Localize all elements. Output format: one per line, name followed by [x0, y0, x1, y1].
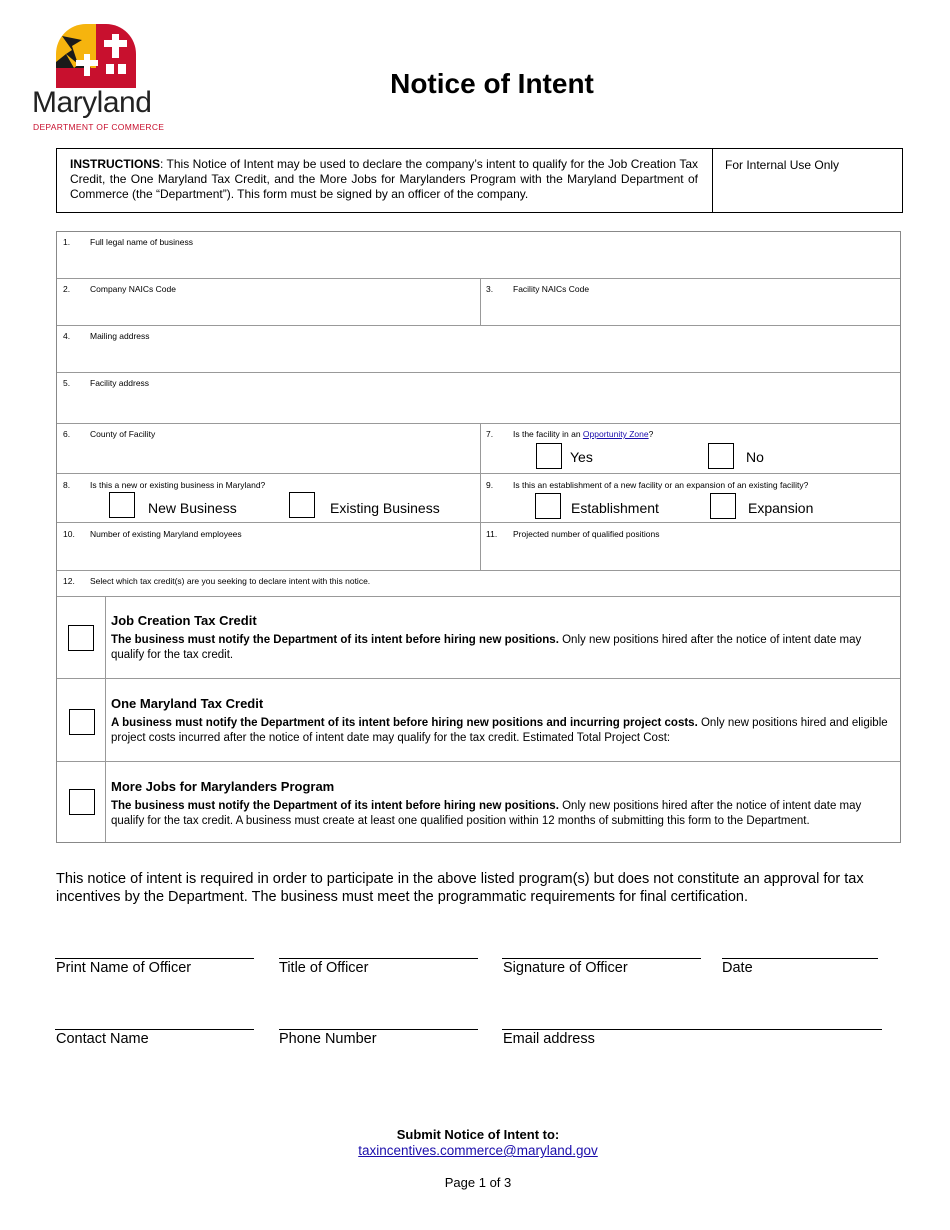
internal-use-label: For Internal Use Only	[725, 158, 840, 172]
mailing-address-field[interactable]	[87, 344, 887, 368]
one-maryland-body: Only new positions hired and eligible project costs incurred after the notice of intent date may qualify for the tax credit. Estimated Total Project Cost:	[111, 717, 888, 744]
instructions-box	[56, 148, 903, 213]
new-business-label: New Business	[148, 500, 237, 516]
instructions-text	[70, 157, 698, 202]
projected-positions-label: Projected number of qualified positions	[513, 529, 660, 539]
disclaimer-note: This notice of intent is required in order to participate in the above listed program(s) but does not constitute an approval for tax incentives by the Department. The business must meet the programmatic requirements for final certification.	[56, 871, 864, 905]
no-checkbox[interactable]	[708, 443, 734, 469]
field-2-number: 2.	[63, 284, 71, 294]
print-name-field[interactable]	[55, 932, 254, 957]
field-11-number: 11.	[486, 529, 498, 539]
new-existing-question: Is this a new or existing business in Maryland?	[90, 480, 266, 490]
job-creation-checkbox[interactable]	[68, 625, 94, 651]
opportunity-zone-label-post: ?	[648, 429, 654, 439]
more-jobs-body: Only new positions hired after the notice of intent date may qualify for the tax credit. A business must create at least one qualified position within 12 months of submitting this form to the Department.	[111, 800, 862, 827]
submit-email-link[interactable]: taxincentives.commerce@maryland.gov	[358, 1143, 598, 1158]
job-creation-title: Job Creation Tax Credit	[111, 613, 257, 628]
field-7-number: 7.	[486, 429, 494, 439]
contact-name-field[interactable]	[55, 1003, 254, 1028]
job-creation-body: Only new positions hired after the notice of intent date may qualify for the tax credit.	[111, 634, 862, 661]
logo-wordmark: Maryland	[32, 86, 152, 119]
field-1-number: 1.	[63, 237, 71, 247]
more-jobs-checkbox[interactable]	[69, 789, 95, 815]
field-6-number: 6.	[63, 429, 71, 439]
date-field[interactable]	[722, 932, 878, 957]
one-maryland-bold: A business must notify the Department of its intent before hiring new positions and incurring project costs.	[111, 717, 698, 729]
business-name-field[interactable]	[87, 250, 887, 274]
expansion-label: Expansion	[748, 500, 814, 516]
email-address-field[interactable]	[502, 1003, 882, 1028]
one-maryland-checkbox[interactable]	[69, 709, 95, 735]
yes-label: Yes	[570, 449, 593, 465]
page-title: Notice of Intent	[390, 68, 594, 99]
facility-address-label: Facility address	[90, 378, 150, 388]
opportunity-zone-link[interactable]: Opportunity Zone	[582, 429, 649, 439]
one-maryland-text	[111, 716, 896, 746]
contact-name-label: Contact Name	[56, 1031, 149, 1047]
company-naics-label: Company NAICs Code	[90, 284, 176, 294]
company-naics-field[interactable]	[87, 297, 467, 321]
form-table	[56, 231, 901, 843]
county-field[interactable]	[87, 442, 467, 468]
field-4-number: 4.	[63, 331, 71, 341]
facility-address-field[interactable]	[87, 391, 887, 419]
field-10-number: 10.	[63, 529, 75, 539]
title-officer-field[interactable]	[279, 932, 478, 957]
job-creation-bold: The business must notify the Department of its intent before hiring new positions.	[111, 634, 559, 646]
page-number: Page 1 of 3	[444, 1175, 512, 1190]
field-8-number: 8.	[63, 480, 71, 490]
title-officer-label: Title of Officer	[279, 960, 369, 976]
job-creation-text	[111, 633, 896, 663]
establishment-checkbox[interactable]	[535, 493, 561, 519]
more-jobs-title: More Jobs for Marylanders Program	[111, 779, 335, 794]
tax-credit-select-label: Select which tax credit(s) are you seeking to declare intent with this notice.	[90, 576, 371, 586]
more-jobs-text	[111, 799, 896, 829]
print-name-label: Print Name of Officer	[56, 960, 192, 976]
facility-naics-label: Facility NAICs Code	[513, 284, 590, 294]
more-jobs-bold: The business must notify the Department of its intent before hiring new positions.	[111, 800, 559, 812]
submit-title: Submit Notice of Intent to:	[396, 1127, 560, 1142]
county-label: County of Facility	[90, 429, 156, 439]
field-3-number: 3.	[486, 284, 494, 294]
opportunity-zone-label-pre: Is the facility in an	[513, 429, 583, 439]
phone-number-label: Phone Number	[279, 1031, 377, 1047]
yes-checkbox[interactable]	[536, 443, 562, 469]
field-12-number: 12.	[63, 576, 75, 586]
projected-positions-field[interactable]	[510, 542, 890, 566]
new-business-checkbox[interactable]	[109, 492, 135, 518]
one-maryland-title: One Maryland Tax Credit	[111, 696, 264, 711]
phone-number-field[interactable]	[279, 1003, 478, 1028]
instructions-label: INSTRUCTIONS	[70, 157, 160, 171]
establishment-label: Establishment	[571, 500, 659, 516]
establishment-question: Is this an establishment of a new facility or an expansion of an existing facility?	[513, 480, 809, 490]
existing-business-checkbox[interactable]	[289, 492, 315, 518]
existing-employees-field[interactable]	[87, 542, 467, 566]
signature-label: Signature of Officer	[503, 960, 628, 976]
mailing-address-label: Mailing address	[90, 331, 150, 341]
date-label: Date	[722, 960, 753, 976]
signature-field[interactable]	[502, 932, 701, 957]
email-address-label: Email address	[503, 1031, 595, 1047]
existing-employees-label: Number of existing Maryland employees	[90, 529, 242, 539]
no-label: No	[746, 449, 764, 465]
field-5-number: 5.	[63, 378, 71, 388]
opportunity-zone-question	[513, 429, 653, 439]
field-9-number: 9.	[486, 480, 494, 490]
logo-department: DEPARTMENT OF COMMERCE	[33, 122, 165, 132]
existing-business-label: Existing Business	[330, 500, 440, 516]
business-name-label: Full legal name of business	[90, 237, 194, 247]
instructions-body: : This Notice of Intent may be used to declare the company’s intent to qualify for the Job Creation Tax Credit, the One Maryland Tax Credit, and the More Jobs for Marylanders Program with the Maryland Department of Commerce (the “Department”). This form must be signed by an officer of the company.	[70, 157, 698, 201]
expansion-checkbox[interactable]	[710, 493, 736, 519]
facility-naics-field[interactable]	[510, 297, 890, 321]
